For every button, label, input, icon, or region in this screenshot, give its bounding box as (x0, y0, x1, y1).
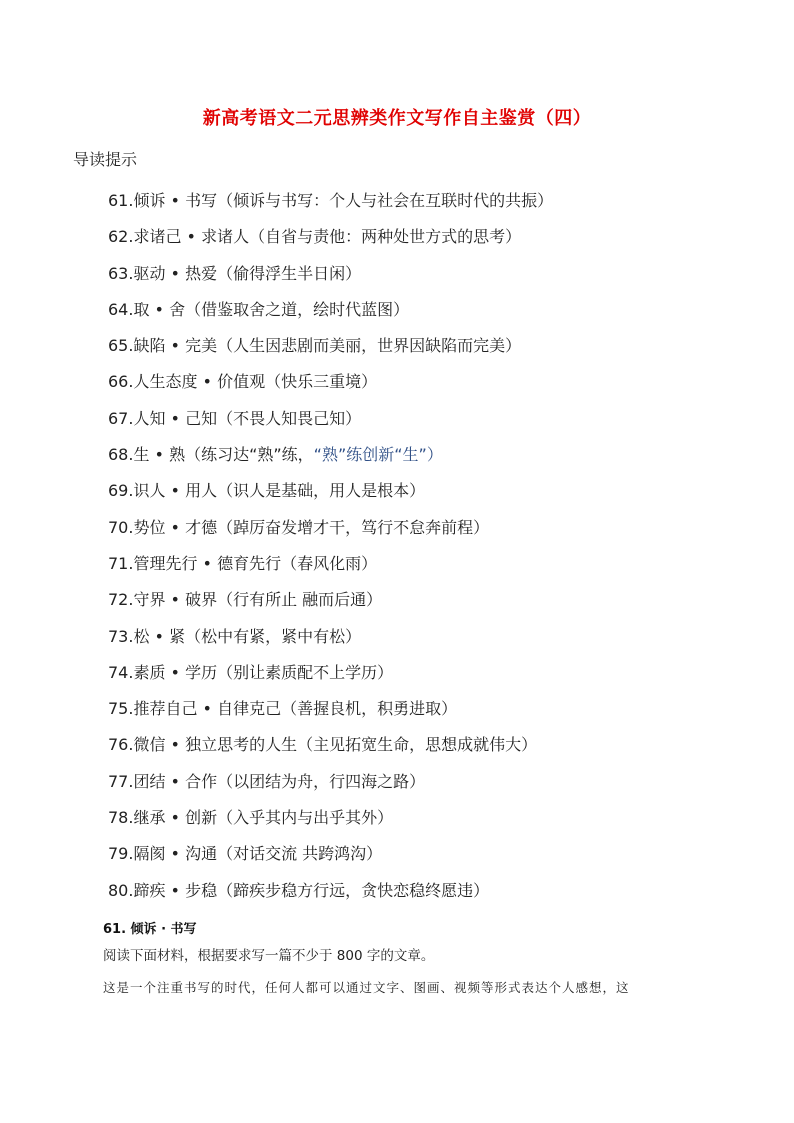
toc-subtitle: （借鉴取舍之道，绘时代蓝图） (185, 299, 410, 319)
toc-number: 69. (108, 481, 134, 501)
toc-item (108, 295, 553, 331)
toc-number: 68. (108, 445, 134, 465)
toc-topic: 微信 • 独立思考的人生 (133, 735, 298, 755)
toc-item (108, 549, 553, 585)
toc-subtitle: （快乐三重境） (265, 372, 378, 392)
toc-topic: 守界 • 破界 (133, 590, 218, 610)
toc-subtitle: （自省与责他：两种处世方式的思考） (249, 227, 522, 247)
toc-topic: 素质 • 学历 (133, 662, 218, 682)
toc-subtitle: （踔厉奋发增才干，笃行不怠奔前程） (217, 517, 490, 537)
toc-number: 64. (108, 299, 134, 319)
toc-topic: 继承 • 创新 (133, 808, 218, 828)
toc-item (108, 222, 553, 258)
toc-topic: 求诸己 • 求诸人 (133, 227, 250, 247)
toc-topic: 识人 • 用人 (133, 481, 218, 501)
toc-item (108, 767, 553, 803)
toc-number: 62. (108, 227, 134, 247)
toc-topic: 人生态度 • 价值观 (133, 372, 266, 392)
toc-subtitle: （入乎其内与出乎其外） (217, 808, 394, 828)
toc-item (108, 331, 553, 367)
toc-subtitle: （行有所止 融而后通） (217, 590, 383, 610)
toc-item (108, 440, 553, 476)
toc-item (108, 694, 553, 730)
toc-topic: 人知 • 己知 (133, 408, 218, 428)
toc-topic: 松 • 紧 (133, 626, 186, 646)
toc-item (108, 585, 553, 621)
essay-body-text: 这是一个注重书写的时代，任何人都可以通过文字、图画、视频等形式表达个人感想，这 (103, 980, 630, 995)
toc-topic: 取 • 舍 (133, 299, 186, 319)
toc-subtitle: （春风化雨） (281, 553, 378, 573)
toc-item (108, 730, 553, 766)
toc-list (108, 186, 553, 912)
page-title: 新高考语文二元思辨类作文写作自主鉴赏（四） (202, 108, 592, 129)
toc-subtitle: （不畏人知畏己知） (217, 408, 362, 428)
toc-subtitle: （人生因悲剧而美丽，世界因缺陷而完美） (217, 336, 522, 356)
toc-number: 61. (108, 191, 134, 210)
toc-subtitle: （善握良机，积勇进取） (281, 699, 458, 719)
essay-prompt: 阅读下面材料，根据要求写一篇不少于 800 字的文章。 (103, 948, 435, 964)
toc-subtitle: （松中有紧，紧中有松） (185, 626, 362, 646)
toc-item (108, 622, 553, 658)
toc-topic: 管理先行 • 德育先行 (133, 553, 282, 573)
toc-topic: 推荐自己 • 自律克己 (133, 699, 282, 719)
toc-number: 78. (108, 808, 134, 828)
toc-item (108, 367, 553, 403)
toc-number: 79. (108, 844, 134, 864)
toc-item (108, 186, 553, 222)
toc-topic: 倾诉 • 书写 (133, 191, 218, 210)
toc-item (108, 803, 553, 839)
toc-subtitle: （蹄疾步稳方行远，贪快恋稳终愿违） (217, 880, 490, 900)
toc-number: 67. (108, 408, 134, 428)
toc-number: 77. (108, 771, 134, 791)
toc-number: 76. (108, 735, 134, 755)
toc-item (108, 404, 553, 440)
toc-subtitle: （对话交流 共跨鸿沟） (217, 844, 383, 864)
toc-item (108, 658, 553, 694)
toc-topic: 生 • 熟 (133, 445, 186, 465)
toc-subtitle-highlight: “熟”练创新“生”） (313, 445, 443, 465)
toc-topic: 缺陷 • 完美 (133, 336, 218, 356)
toc-topic: 驱动 • 热爱 (133, 263, 218, 283)
toc-subtitle: （主见拓宽生命，思想成就伟大） (297, 735, 538, 755)
toc-number: 63. (108, 263, 134, 283)
toc-number: 73. (108, 626, 134, 646)
section-label: 导读提示 (73, 150, 138, 169)
toc-number: 75. (108, 699, 134, 719)
essay-heading: 61. 倾诉 · 书写 (103, 922, 197, 937)
toc-number: 71. (108, 553, 134, 573)
toc-number: 70. (108, 517, 134, 537)
toc-item (108, 876, 553, 912)
toc-item (108, 259, 553, 295)
toc-subtitle: （别让素质配不上学历） (217, 662, 394, 682)
toc-number: 74. (108, 662, 134, 682)
toc-subtitle: （偷得浮生半日闲） (217, 263, 362, 283)
toc-subtitle: （以团结为舟，行四海之路） (217, 771, 426, 791)
toc-subtitle: （练习达“熟”练， (185, 445, 314, 465)
toc-topic: 蹄疾 • 步稳 (133, 880, 218, 900)
toc-subtitle: （倾诉与书写：个人与社会在互联时代的共振） (217, 191, 554, 210)
toc-item (108, 476, 553, 512)
toc-number: 72. (108, 590, 134, 610)
toc-topic: 势位 • 才德 (133, 517, 218, 537)
toc-topic: 隔阂 • 沟通 (133, 844, 218, 864)
toc-subtitle: （识人是基础，用人是根本） (217, 481, 426, 501)
toc-number: 66. (108, 372, 134, 392)
toc-topic: 团结 • 合作 (133, 771, 218, 791)
toc-item (108, 839, 553, 875)
toc-item (108, 513, 553, 549)
toc-number: 80. (108, 880, 134, 900)
toc-number: 65. (108, 336, 134, 356)
